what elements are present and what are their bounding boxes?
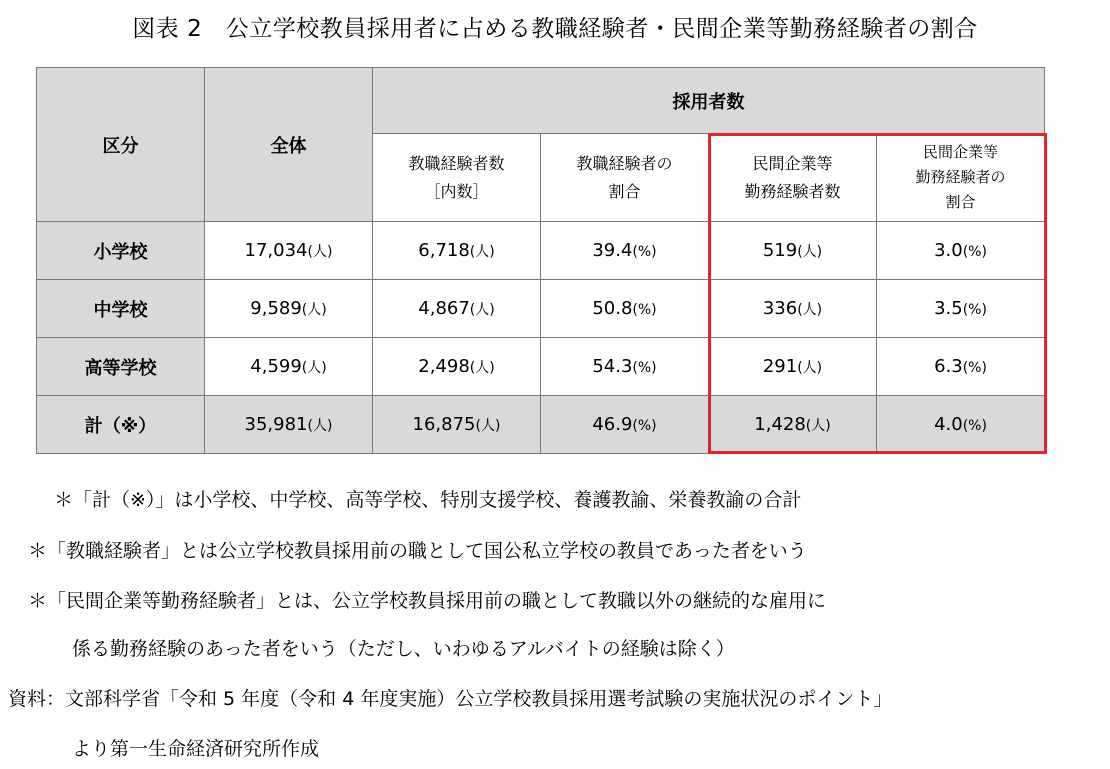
cell-private-ratio bbox=[877, 338, 1045, 396]
cell-value: 3.0 bbox=[934, 240, 963, 261]
cell-value: 4.0 bbox=[934, 414, 963, 435]
cell-value: 6,718 bbox=[418, 240, 470, 261]
cell-value: 39.4 bbox=[592, 240, 633, 261]
cell-unit: (%) bbox=[962, 244, 987, 260]
cell-unit: (人) bbox=[301, 360, 327, 376]
cell-value: 1,428 bbox=[754, 414, 806, 435]
cell-total bbox=[205, 396, 373, 454]
cell-private-ratio bbox=[877, 222, 1045, 280]
cell-unit: (人) bbox=[469, 302, 495, 318]
cell-private-ratio bbox=[877, 280, 1045, 338]
cell-unit: (%) bbox=[962, 302, 987, 318]
chart-title: 図表 2 公立学校教員採用者に占める教職経験者・民間企業等勤務経験者の割合 bbox=[132, 16, 978, 42]
cell-value: 519 bbox=[762, 240, 798, 261]
cell-unit: (%) bbox=[632, 244, 657, 260]
header-private-ratio-line3: 割合 bbox=[945, 193, 976, 211]
cell-value: 2,498 bbox=[418, 356, 470, 377]
note-total-definition: ＊「計（※）」は小学校、中学校、高等学校、特別支援学校、養護教諭、栄養教諭の合計 bbox=[54, 489, 802, 511]
header-private-ratio bbox=[877, 134, 1045, 222]
header-group: 採用者数 bbox=[373, 68, 1045, 134]
cell-private-count bbox=[709, 222, 877, 280]
header-teach-ratio bbox=[541, 134, 709, 222]
source-note-cont: より第一生命経済研究所作成 bbox=[72, 738, 320, 760]
cell-value: 3.5 bbox=[934, 298, 963, 319]
cell-value: 336 bbox=[762, 298, 798, 319]
cell-value: 50.8 bbox=[592, 298, 633, 319]
row-label: 高等学校 bbox=[37, 338, 205, 396]
cell-private-ratio bbox=[877, 396, 1045, 454]
cell-unit: (%) bbox=[632, 302, 657, 318]
header-teach-ratio-line1: 教職経験者の bbox=[576, 153, 673, 173]
cell-value: 291 bbox=[762, 356, 798, 377]
cell-value: 16,875 bbox=[412, 414, 476, 435]
header-private-count-line2: 勤務経験者数 bbox=[744, 181, 841, 201]
cell-teach-ratio bbox=[541, 338, 709, 396]
cell-private-count bbox=[709, 280, 877, 338]
note-private-experience-cont: 係る勤務経験のあった者をいう（ただし、いわゆるアルバイトの経験は除く） bbox=[72, 638, 735, 660]
row-label: 中学校 bbox=[37, 280, 205, 338]
cell-value: 9,589 bbox=[250, 298, 302, 319]
cell-private-count bbox=[709, 338, 877, 396]
cell-teach-ratio bbox=[541, 222, 709, 280]
cell-teach-count bbox=[373, 338, 541, 396]
table-row bbox=[37, 338, 1045, 396]
header-private-count bbox=[709, 134, 877, 222]
cell-unit: (%) bbox=[962, 360, 987, 376]
cell-total bbox=[205, 222, 373, 280]
cell-total bbox=[205, 338, 373, 396]
header-private-ratio-line2: 勤務経験者の bbox=[915, 168, 1006, 186]
cell-unit: (人) bbox=[797, 302, 823, 318]
cell-value: 4,867 bbox=[418, 298, 470, 319]
header-teach-count bbox=[373, 134, 541, 222]
cell-unit: (%) bbox=[632, 418, 657, 434]
cell-unit: (人) bbox=[469, 360, 495, 376]
cell-unit: (人) bbox=[307, 244, 333, 260]
note-teaching-experience: ＊「教職経験者」とは公立学校教員採用前の職として国公私立学校の教員であった者をいう bbox=[28, 540, 807, 562]
cell-unit: (人) bbox=[475, 418, 501, 434]
cell-unit: (%) bbox=[632, 360, 657, 376]
header-category: 区分 bbox=[37, 68, 205, 222]
cell-value: 6.3 bbox=[934, 356, 963, 377]
table-row bbox=[37, 222, 1045, 280]
cell-teach-count bbox=[373, 280, 541, 338]
cell-private-count bbox=[709, 396, 877, 454]
cell-total bbox=[205, 280, 373, 338]
cell-unit: (人) bbox=[797, 360, 823, 376]
cell-value: 46.9 bbox=[592, 414, 633, 435]
header-teach-count-line1: 教職経験者数 bbox=[408, 153, 505, 173]
data-table-wrapper bbox=[36, 67, 1045, 454]
table-row bbox=[37, 280, 1045, 338]
note-private-experience: ＊「民間企業等勤務経験者」とは、公立学校教員採用前の職として教職以外の継続的な雇用に bbox=[28, 590, 827, 612]
cell-teach-ratio bbox=[541, 280, 709, 338]
header-total: 全体 bbox=[205, 68, 373, 222]
cell-unit: (%) bbox=[962, 418, 987, 434]
cell-teach-count bbox=[373, 396, 541, 454]
cell-value: 35,981 bbox=[244, 414, 308, 435]
row-label: 小学校 bbox=[37, 222, 205, 280]
header-private-ratio-line1: 民間企業等 bbox=[922, 143, 998, 161]
header-teach-ratio-line2: 割合 bbox=[608, 181, 641, 201]
source-note: 資料：文部科学省「令和 5 年度（令和 4 年度実施）公立学校教員採用選考試験の実施状況のポイント」 bbox=[8, 688, 893, 710]
data-table bbox=[36, 67, 1045, 454]
cell-teach-ratio bbox=[541, 396, 709, 454]
row-label: 計（※） bbox=[37, 396, 205, 454]
cell-unit: (人) bbox=[307, 418, 333, 434]
table-row-total bbox=[37, 396, 1045, 454]
cell-value: 54.3 bbox=[592, 356, 633, 377]
cell-unit: (人) bbox=[805, 418, 831, 434]
cell-unit: (人) bbox=[301, 302, 327, 318]
header-private-count-line1: 民間企業等 bbox=[752, 153, 833, 173]
cell-unit: (人) bbox=[797, 244, 823, 260]
cell-unit: (人) bbox=[469, 244, 495, 260]
cell-value: 17,034 bbox=[244, 240, 308, 261]
cell-value: 4,599 bbox=[250, 356, 302, 377]
cell-teach-count bbox=[373, 222, 541, 280]
header-teach-count-line2: ［内数］ bbox=[424, 181, 489, 201]
